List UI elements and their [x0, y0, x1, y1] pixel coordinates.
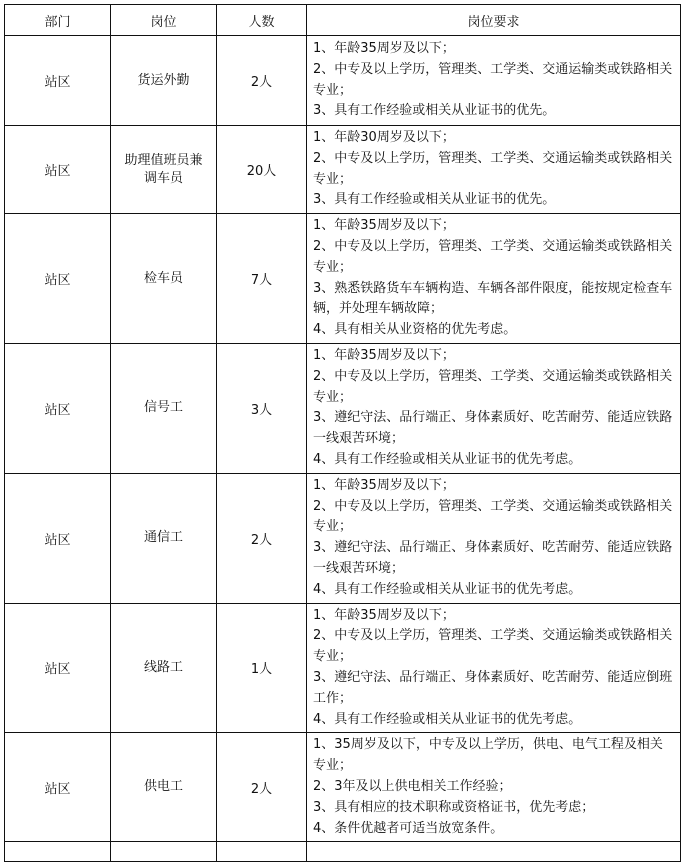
requirements-cell [307, 126, 681, 214]
table-row [5, 126, 681, 214]
requirement-item: 3、遵纪守法、品行端正、身体素质好、吃苦耐劳、能适应倒班工作； [313, 669, 673, 706]
requirements-cell [307, 343, 681, 473]
position-cell: 检车员 [111, 214, 217, 344]
requirement-item: 2、中专及以上学历，管理类、工学类、交通运输类或铁路相关专业； [313, 628, 673, 665]
position-cell: 通信工 [111, 473, 217, 603]
table-row [5, 603, 681, 733]
count-cell: 7人 [217, 214, 307, 344]
header-department: 部门 [5, 5, 111, 36]
header-count: 人数 [217, 5, 307, 36]
requirement-item: 4、具有工作经验或相关从业证书的优先考虑。 [313, 581, 582, 597]
requirement-item: 2、3年及以上供电相关工作经验； [313, 778, 512, 794]
requirement-item: 4、具有工作经验或相关从业证书的优先考虑。 [313, 451, 582, 467]
header-position: 岗位 [111, 5, 217, 36]
requirements-cell [307, 36, 681, 126]
count-cell: 2人 [217, 733, 307, 842]
table-row-partial [5, 842, 681, 862]
position-cell: 助理值班员兼调车员 [111, 126, 217, 214]
position-cell: 线路工 [111, 603, 217, 733]
department-cell: 站区 [5, 214, 111, 344]
requirement-item: 4、具有工作经验或相关从业证书的优先考虑。 [313, 711, 582, 727]
position-cell: 信号工 [111, 343, 217, 473]
requirement-item: 3、具有工作经验或相关从业证书的优先。 [313, 192, 556, 208]
requirement-item: 1、年龄35周岁及以下； [313, 607, 455, 623]
requirement-item: 1、年龄35周岁及以下； [313, 347, 455, 363]
department-cell: 站区 [5, 603, 111, 733]
requirement-item: 2、中专及以上学历，管理类、工学类、交通运输类或铁路相关专业； [313, 238, 673, 275]
count-cell: 3人 [217, 343, 307, 473]
requirement-item: 2、中专及以上学历，管理类、工学类、交通运输类或铁路相关专业； [313, 498, 673, 535]
requirement-item: 3、熟悉铁路货车车辆构造、车辆各部件限度，能按规定检查车辆，并处理车辆故障； [313, 280, 673, 317]
requirement-item: 3、遵纪守法、品行端正、身体素质好、吃苦耐劳、能适应铁路一线艰苦环境； [313, 410, 673, 447]
requirement-item: 4、具有相关从业资格的优先考虑。 [313, 322, 517, 338]
department-cell: 站区 [5, 473, 111, 603]
requirement-item: 2、中专及以上学历，管理类、工学类、交通运输类或铁路相关专业； [313, 61, 673, 98]
requirements-cell [307, 603, 681, 733]
requirement-item: 1、年龄35周岁及以下； [313, 218, 455, 234]
requirement-item: 4、条件优越者可适当放宽条件。 [313, 820, 504, 836]
recruitment-table [4, 4, 681, 862]
position-cell: 供电工 [111, 733, 217, 842]
requirement-item: 2、中专及以上学历，管理类、工学类、交通运输类或铁路相关专业； [313, 368, 673, 405]
requirement-item: 3、具有相应的技术职称或资格证书，优先考虑； [313, 799, 595, 815]
requirements-cell [307, 733, 681, 842]
requirement-item: 1、35周岁及以下，中专及以上学历，供电、电气工程及相关专业； [313, 737, 663, 774]
table-row [5, 214, 681, 344]
requirements-cell [307, 214, 681, 344]
count-cell: 2人 [217, 473, 307, 603]
department-cell: 站区 [5, 36, 111, 126]
table-row [5, 733, 681, 842]
table-row [5, 343, 681, 473]
requirement-item: 3、遵纪守法、品行端正、身体素质好、吃苦耐劳、能适应铁路一线艰苦环境； [313, 540, 673, 576]
requirements-cell [307, 473, 681, 603]
table-row [5, 473, 681, 603]
requirement-item: 2、中专及以上学历，管理类、工学类、交通运输类或铁路相关专业； [313, 150, 673, 187]
table-row [5, 36, 681, 126]
count-cell: 2人 [217, 36, 307, 126]
department-cell: 站区 [5, 126, 111, 214]
count-cell: 1人 [217, 603, 307, 733]
requirement-item: 1、年龄30周岁及以下； [313, 130, 455, 145]
requirement-item: 1、年龄35周岁及以下； [313, 40, 455, 56]
header-requirements: 岗位要求 [307, 5, 681, 36]
department-cell: 站区 [5, 733, 111, 842]
department-cell: 站区 [5, 343, 111, 473]
position-cell: 货运外勤 [111, 36, 217, 126]
requirement-item: 1、年龄35周岁及以下； [313, 477, 455, 493]
table-header-row [5, 5, 681, 36]
requirement-item: 3、具有工作经验或相关从业证书的优先。 [313, 103, 556, 119]
count-cell: 20人 [217, 126, 307, 214]
